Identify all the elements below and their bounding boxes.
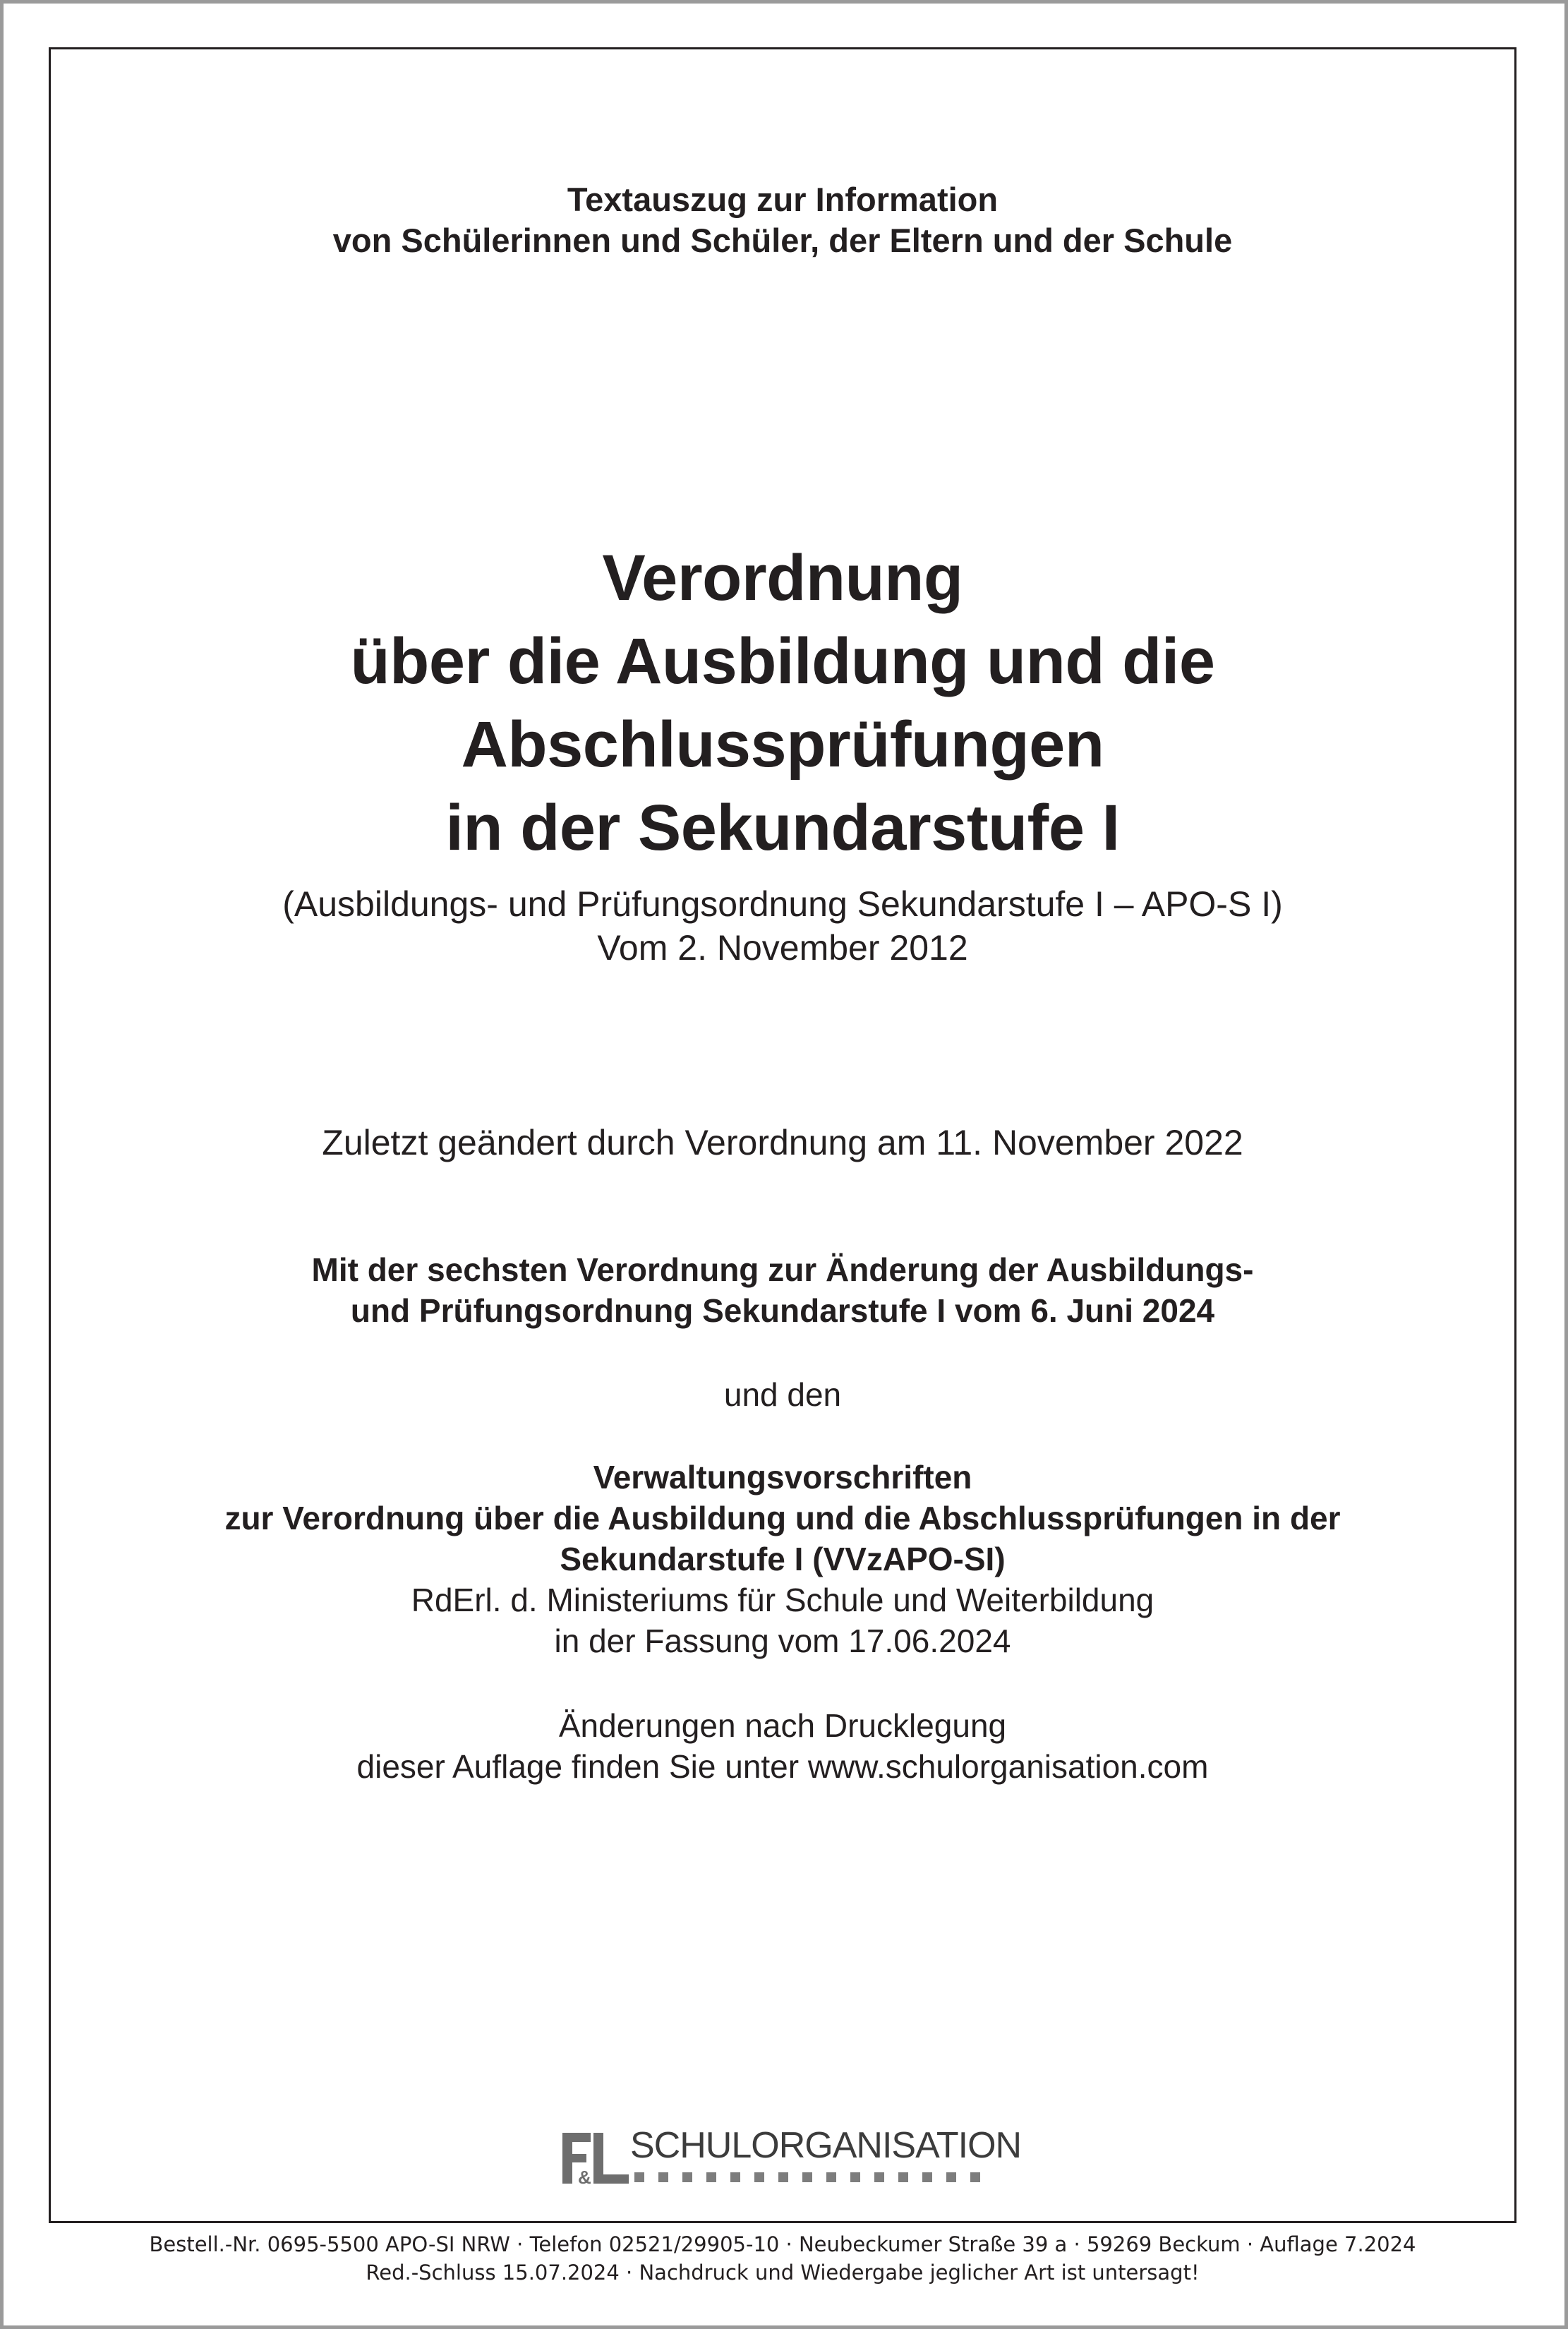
title-line-1: Verordnung bbox=[602, 542, 963, 614]
administrative-regulations bbox=[49, 1457, 1516, 1661]
sixth-amendment bbox=[49, 1249, 1516, 1331]
footer-order-info: Bestell.-Nr. 0695-5500 APO-SI NRW · Telefon 02521/29905-10 · Neubeckumer Straße 39 a · 59269 Beckum · Auflage 7.2024 bbox=[149, 2232, 1416, 2256]
document-title bbox=[49, 536, 1516, 869]
subtitle-line-1: (Ausbildungs- und Prüfungsordnung Sekundarstufe I – APO-S I) bbox=[282, 884, 1283, 924]
title-line-4: in der Sekundarstufe I bbox=[445, 792, 1120, 864]
last-change-note bbox=[49, 1121, 1516, 1164]
changes-note-line-2: dieser Auflage finden Sie unter www.schulorganisation.com bbox=[356, 1748, 1209, 1785]
logo-dot bbox=[802, 2172, 812, 2182]
publisher-logo bbox=[562, 2125, 1022, 2186]
logo-dot bbox=[946, 2172, 956, 2182]
logo-dot bbox=[754, 2172, 764, 2182]
logo-dot bbox=[778, 2172, 788, 2182]
logo-dot bbox=[730, 2172, 740, 2182]
title-line-2: über die Ausbildung und die bbox=[350, 625, 1215, 697]
logo-dot bbox=[682, 2172, 692, 2182]
fl-logo-icon bbox=[562, 2130, 630, 2186]
sixth-amendment-line-1: Mit der sechsten Verordnung zur Änderung der Ausbildungs- bbox=[311, 1251, 1254, 1288]
document-subtitle bbox=[49, 882, 1516, 970]
info-header bbox=[49, 179, 1516, 261]
logo-dot bbox=[922, 2172, 932, 2182]
regulations-heading: Verwaltungsvorschriften bbox=[593, 1459, 972, 1496]
logo-dot-row bbox=[634, 2172, 994, 2182]
imprint-footer bbox=[49, 2230, 1516, 2287]
regulations-line-2: zur Verordnung über die Ausbildung und die Abschlussprüfungen in der bbox=[224, 1500, 1341, 1536]
logo-dot bbox=[706, 2172, 716, 2182]
regulations-version-date: in der Fassung vom 17.06.2024 bbox=[554, 1623, 1011, 1659]
und-den-text: und den bbox=[723, 1376, 842, 1413]
info-header-line-2: von Schülerinnen und Schüler, der Eltern und der Schule bbox=[332, 222, 1233, 259]
und-den bbox=[49, 1374, 1516, 1415]
changes-note-line-1: Änderungen nach Drucklegung bbox=[558, 1707, 1007, 1744]
info-header-line-1: Textauszug zur Information bbox=[567, 181, 999, 218]
logo-dot bbox=[898, 2172, 908, 2182]
footer-copyright: Red.-Schluss 15.07.2024 · Nachdruck und Wiedergabe jeglicher Art ist untersagt! bbox=[366, 2261, 1200, 2285]
last-change-text: Zuletzt geändert durch Verordnung am 11. November 2022 bbox=[322, 1123, 1243, 1162]
logo-dot bbox=[850, 2172, 860, 2182]
logo-dot bbox=[634, 2172, 644, 2182]
logo-dot bbox=[970, 2172, 980, 2182]
title-line-3: Abschlussprüfungen bbox=[461, 709, 1104, 781]
logo-dot bbox=[658, 2172, 668, 2182]
logo-wordmark: SCHULORGANISATION bbox=[630, 2125, 1022, 2166]
regulations-line-3: Sekundarstufe I (VVzAPO-SI) bbox=[560, 1541, 1006, 1577]
sixth-amendment-line-2: und Prüfungsordnung Sekundarstufe I vom 6. Juni 2024 bbox=[350, 1292, 1215, 1329]
changes-note bbox=[49, 1705, 1516, 1787]
logo-dot bbox=[874, 2172, 884, 2182]
subtitle-date: Vom 2. November 2012 bbox=[597, 928, 968, 968]
svg-text:&: & bbox=[578, 2167, 591, 2186]
logo-dot bbox=[826, 2172, 836, 2182]
regulations-ministry: RdErl. d. Ministeriums für Schule und Weiterbildung bbox=[411, 1582, 1154, 1618]
